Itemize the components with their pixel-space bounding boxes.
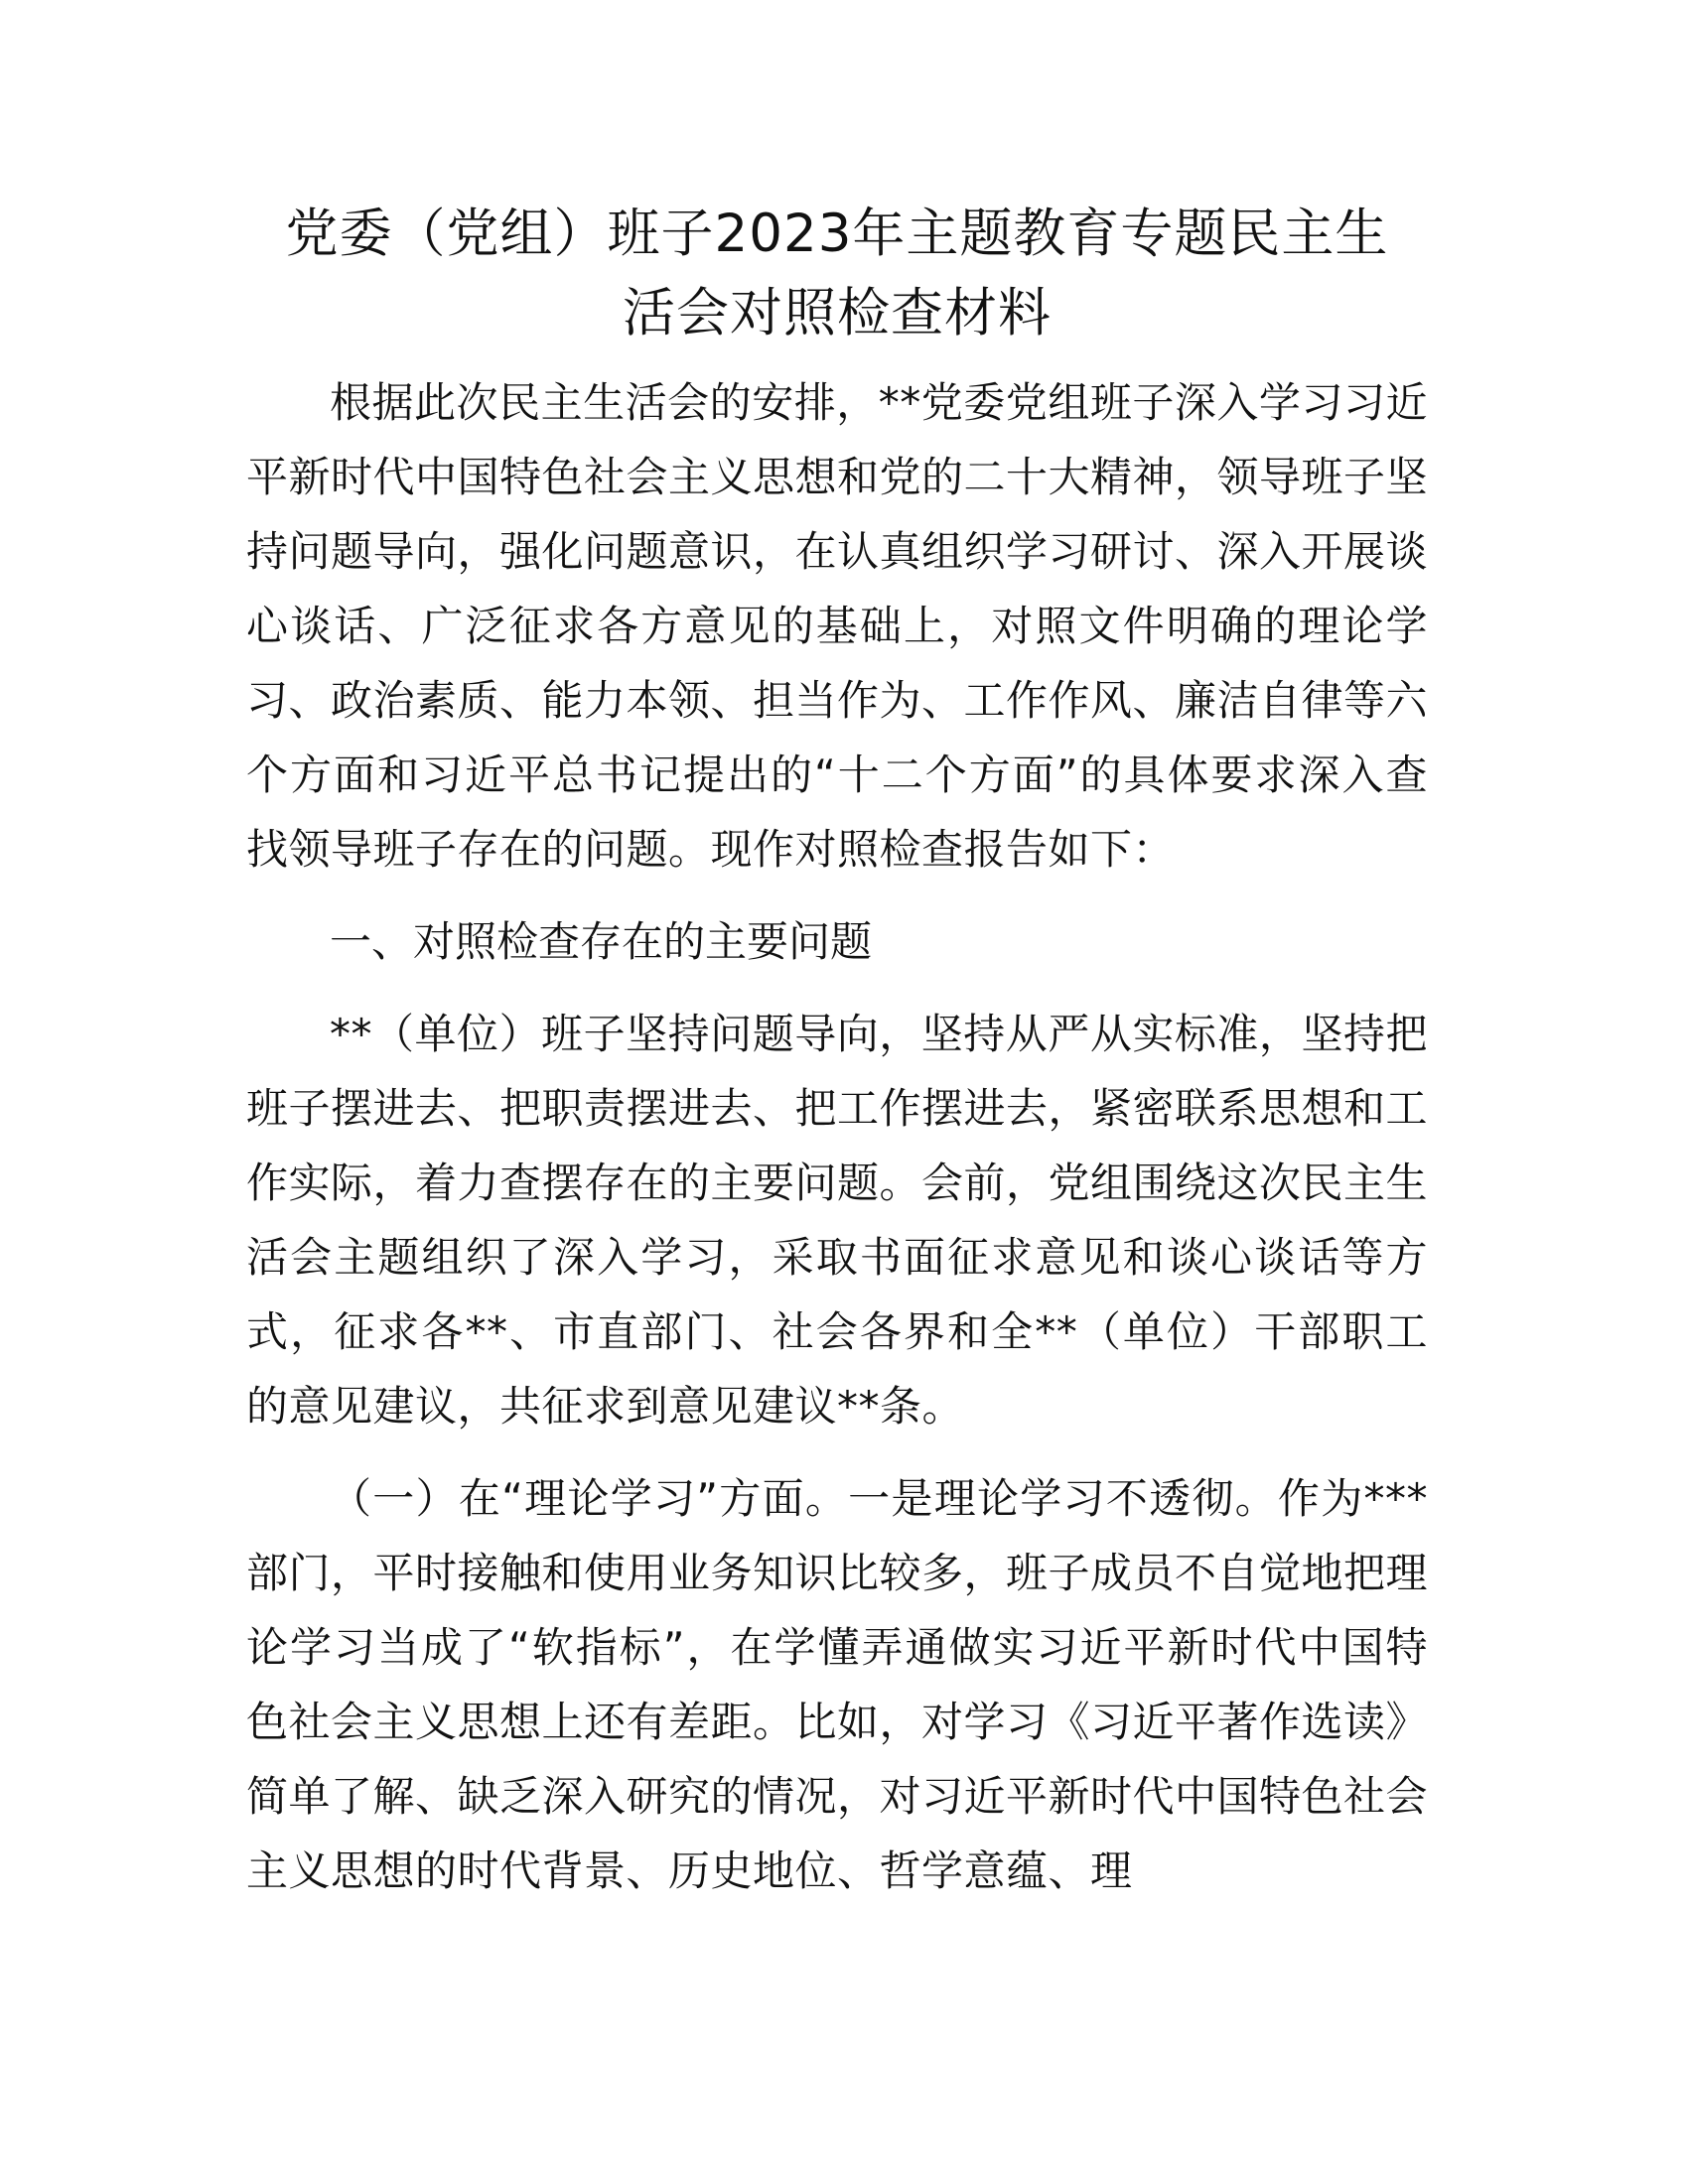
body-paragraph: （一）在“理论学习”方面。一是理论学习不透彻。作为***部门，平时接触和使用业务知识比较多，班子成员不自觉地把理论学习当成了“软指标”，在学懂弄通做实习近平新时代中国特色社会主义思想上还有差距。比如，对学习《习近平著作选读》简单了解、缺乏深入研究的情况，对习近平新时代中国特色社会主义思想的时代背景、历史地位、哲学意蕴、理 — [246, 1474, 1429, 1895]
paragraph-gap — [246, 1443, 1428, 1461]
intro-paragraph: 根据此次民主生活会的安排，**党委党组班子深入学习习近平新时代中国特色社会主义思想和党的二十大精神，领导班子坚持问题导向，强化问题意识，在认真组织学习研讨、深入开展谈心谈话、广泛征求各方意见的基础上，对照文件明确的理论学习、政治素质、能力本领、担当作为、工作作风、廉洁自律等六个方面和习近平总书记提出的“十二个方面”的具体要求深入查找领导班子存在的问题。现作对照检查报告如下： — [246, 378, 1429, 874]
document-body — [246, 195, 1428, 1908]
body-paragraph: **（单位）班子坚持问题导向，坚持从严从实标准，坚持把班子摆进去、把职责摆进去、把工作摆进去，紧密联系思想和工作实际，着力查摆存在的主要问题。会前，党组围绕这次民主生活会主题组织了深入学习，采取书面征求意见和谈心谈话等方式，征求各**、市直部门、社会各界和全**（单位）干部职工的意见建议，共征求到意见建议**条。 — [246, 1010, 1429, 1431]
document-title — [246, 195, 1428, 353]
title-line-1: 党委（党组）班子2023年主题教育专题民主生 — [285, 204, 1389, 264]
title-line-2: 活会对照检查材料 — [623, 283, 1052, 343]
section-heading: 一、对照检查存在的主要问题 — [330, 917, 873, 966]
